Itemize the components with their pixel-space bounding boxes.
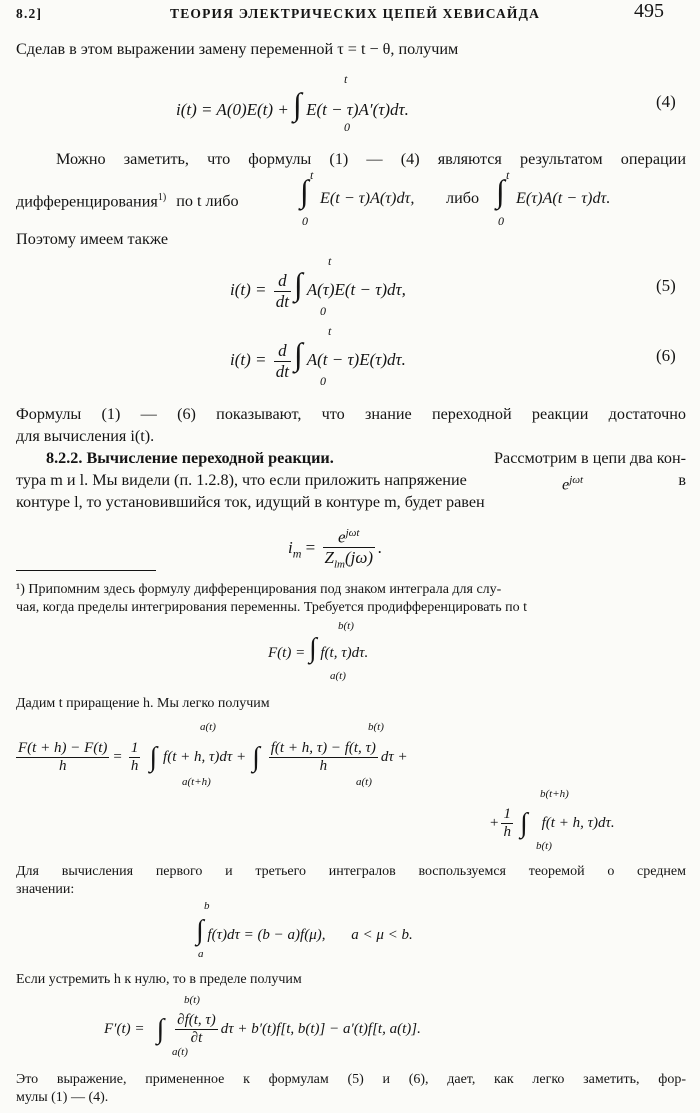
int1-lower-limit: 0 (302, 214, 308, 228)
equation-number-6: (6) (656, 346, 676, 365)
paragraph-2-integral-2: E(τ)A(t − τ)dτ. (516, 189, 611, 207)
integral-sign: ∫ (293, 86, 302, 122)
eq6-lower-limit: 0 (320, 374, 326, 388)
integral-sign: ∫ (156, 1013, 165, 1045)
page-number: 495 (634, 0, 664, 22)
paragraph-2-integral-1: E(t − τ)A(τ)dτ, (320, 189, 415, 207)
eqF-upper-limit: b(t) (338, 620, 354, 632)
eqF-lower-limit: a(t) (330, 670, 346, 682)
derivative-fraction: $\frac{d}{dt}$ (275, 341, 289, 381)
equation-mean-value: ∫ f(τ)dτ = (b − a)f(μ), a < μ < b. (196, 915, 413, 946)
eq4-lhs: i(t) = A(0)E(t) + (176, 100, 289, 119)
footnote-line-3: Дадим t приращение h. Мы легко получим (16, 696, 270, 711)
paragraph-2-line-3: Поэтому имеем также (16, 230, 169, 248)
equation-Ft: F(t) = ∫ f(t, τ)dτ. (268, 633, 369, 664)
derivative-fraction: $\frac{d}{dt}$ (275, 271, 289, 311)
integral-sign: ∫ (293, 336, 303, 372)
int1-upper-limit: t (310, 168, 314, 182)
int3-lower-limit: b(t) (536, 840, 552, 852)
Fprime-upper-limit: b(t) (184, 994, 200, 1006)
eq4-integrand: E(t − τ)A′(τ)dτ. (306, 100, 409, 119)
paragraph-3-line-2: для вычисления i(t). (16, 427, 155, 445)
footnote-line-2: чая, когда пределы интегрирования переменны. Требуется продифференцировать по t (16, 600, 528, 615)
int2-upper-limit: b(t) (368, 721, 384, 733)
mean-lower-limit: a (198, 948, 204, 960)
footnote-line-1: ¹) Припомним здесь формулу дифференцирования под знаком интеграла для слу- (16, 582, 502, 597)
eq5-lower-limit: 0 (320, 304, 326, 318)
section-8-2-2-line-3: контуре l, то установившийся ток, идущий в контуре m, будет равен (16, 493, 485, 511)
section-8-2-2-line-1: 8.2.2. Вычисление переходной реакции. Рассмотрим в цепи два кон- (46, 449, 686, 467)
integral-sign: ∫ (252, 741, 260, 773)
equation-difference-quotient: $\frac{F(t + h) - F(t)}{h}$ = $\frac{1}{h}$ ∫ f(t + h, τ)dτ + ∫ $\frac{f(t + h, \tau) - f(t, \tau)}{h}$ dτ + (18, 740, 408, 775)
paragraph-2-mid: либо (446, 189, 480, 207)
paragraph-2-line-1: Можно заметить, что формулы (1) — (4) являются результатом операции (56, 150, 686, 168)
eq5-upper-limit: t (328, 254, 332, 268)
section-number: 8.2] (16, 6, 43, 21)
impedance-fraction: $\frac{e^{j\omega t}}{Z_{lm}(j\omega)}$ (324, 527, 374, 571)
equation-number-4: (4) (656, 92, 676, 111)
int2-upper-limit: t (506, 168, 510, 182)
integral-sign: ∫ (300, 173, 309, 209)
footnote-line-4: Для вычисления первого и третьего интегралов воспользуемся теоремой о среднем (16, 864, 686, 879)
equation-number-5: (5) (656, 276, 676, 295)
int3-upper-limit: b(t+h) (540, 788, 569, 800)
footnote-line-5: значении: (16, 882, 75, 897)
footnote-line-6: Если устремить h к нулю, то в пределе получим (16, 972, 302, 987)
footnote-separator (16, 570, 156, 571)
footnote-line-7: Это выражение, примененное к формулам (5) и (6), дает, как легко заметить, фор- (16, 1072, 686, 1087)
eq4-lower-limit: 0 (344, 120, 350, 134)
running-title: ТЕОРИЯ ЭЛЕКТРИЧЕСКИХ ЦЕПЕЙ ХЕВИСАЙДА (170, 6, 541, 21)
paragraph-3-line-1: Формулы (1) — (6) показывают, что знание переходной реакции достаточно (16, 405, 686, 423)
section-heading: 8.2.2. Вычисление переходной реакции. (46, 449, 334, 467)
footnote-marker: 1) (157, 192, 167, 203)
int1-upper-limit: a(t) (200, 721, 216, 733)
equation-6: i(t) = $\frac{d}{dt}$ ∫ A(t − τ)E(τ)dτ. (230, 336, 406, 381)
equation-5: i(t) = $\frac{d}{dt}$ ∫ A(τ)E(t − τ)dτ, (230, 266, 406, 311)
integral-sign: ∫ (196, 915, 204, 946)
mean-upper-limit: b (204, 900, 210, 912)
equation-4 (176, 88, 409, 120)
equation-difference-quotient-cont: + $\frac{1}{h}$ ∫ f(t + h, τ)dτ. (490, 806, 615, 841)
paragraph-2-line-2: дифференцирования$^{1)}$ по t либо (16, 192, 239, 211)
footnote-line-8: мулы (1) — (4). (16, 1090, 109, 1105)
equation-Fprime: F′(t) = ∫ $\frac{\partial f(t, \tau)}{\partial t}$ dτ + b′(t)f[t, b(t)] − a′(t)f[t, a(t)]. (104, 1012, 421, 1047)
eq4-upper-limit: t (344, 72, 348, 86)
Fprime-lower-limit: a(t) (172, 1046, 188, 1058)
integral-sign: ∫ (149, 741, 158, 773)
integral-sign: ∫ (293, 266, 303, 302)
int2-lower-limit: a(t) (356, 776, 372, 788)
section-8-2-2-line-2: тура m и l. Мы видели (п. 1.2.8), что если приложить напряжение $e^{j\omega t}$ в (16, 471, 686, 494)
eq6-upper-limit: t (328, 324, 332, 338)
integral-sign: ∫ (496, 173, 505, 209)
int2-lower-limit: 0 (498, 214, 504, 228)
integral-sign: ∫ (308, 633, 317, 664)
intro-line: Сделав в этом выражении замену переменной τ = t − θ, получим (16, 40, 459, 58)
integral-sign: ∫ (519, 807, 528, 839)
int1-lower-limit: a(t+h) (182, 776, 211, 788)
equation-im: $i_m$ = $\frac{e^{j\omega t}}{Z_{lm}(j\omega)}$ . (288, 527, 383, 571)
